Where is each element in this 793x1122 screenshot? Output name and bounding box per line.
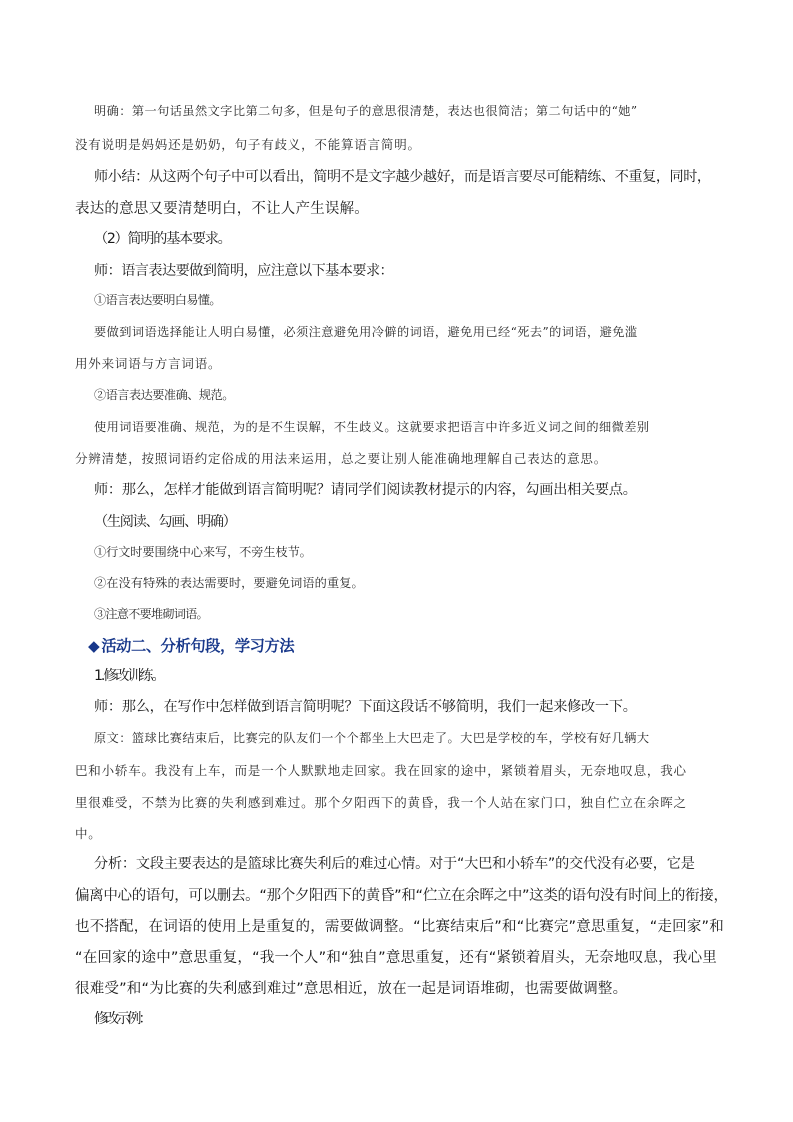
paragraph-line: 里很难受，不禁为比赛的失利感到难过。那个夕阳西下的黄昏，我一个人站在家门口，独自伫立在余晖之 <box>75 795 687 810</box>
paragraph-line: （2）简明的基本要求。 <box>94 231 231 247</box>
paragraph-line: 要做到词语选择能让人明白易懂，必须注意避免用冷僻的词语，避免用已经“死去”的词语，避免滥 <box>94 325 638 339</box>
paragraph-line: （生阅读、勾画、明确） <box>94 514 236 530</box>
paragraph-line: 1.修改训练。 <box>94 668 164 684</box>
paragraph-line: 表达的意思又要清楚明白，不让人产生误解。 <box>75 201 369 217</box>
paragraph-line: 中。 <box>75 826 102 841</box>
paragraph-line: 使用词语要准确、规范，为的是不生误解，不生歧义。这就要求把语言中许多近义词之间的细微差别 <box>94 420 650 434</box>
paragraph-line: 巴和小轿车。我没有上车，而是一个人默默地走回家。我在回家的途中，紧锁着眉头，无奈地叹息，我心 <box>75 763 687 778</box>
diamond-bullet-icon: ◆ <box>88 637 100 655</box>
paragraph-line: 明确：第一句话虽然文字比第二句多，但是句子的意思很清楚，表达也很简洁；第二句话中的“她” <box>94 104 638 118</box>
paragraph-line: ①语言表达要明白易懂。 <box>94 293 221 307</box>
paragraph-line: ②语言表达要准确、规范。 <box>94 388 234 402</box>
paragraph-line: 没有说明是妈妈还是奶奶，句子有歧义，不能算语言简明。 <box>75 137 421 152</box>
paragraph-line: 分析：文段主要表达的是篮球比赛失利后的难过心情。对于“大巴和小轿车”的交代没有必要，它是 <box>94 856 695 872</box>
paragraph-line: ①行文时要围绕中心来写，不旁生枝节。 <box>94 545 312 559</box>
section-heading <box>88 634 738 656</box>
paragraph-line: ③注意不要堆砌词语。 <box>94 607 208 621</box>
paragraph-line: 师：那么，在写作中怎样做到语言简明呢？下面这段话不够简明，我们一起来修改一下。 <box>94 699 637 715</box>
paragraph-line: 师：那么，怎样才能做到语言简明呢？请同学们阅读教材提示的内容，勾画出相关要点。 <box>94 482 637 498</box>
paragraph-line: ②在没有特殊的表达需要时，要避免词语的重复。 <box>94 576 364 590</box>
paragraph-line: 师小结：从这两个句子中可以看出，简明不是文字越少越好，而是语言要尽可能精练、不重复，同时， <box>94 169 711 185</box>
paragraph-line: 很难受”和“为比赛的失利感到难过”意思相近，放在一起是词语堆砌，也需要做调整。 <box>75 981 628 997</box>
paragraph-line: “在回家的途中”意思重复，“我一个人”和“独自”意思重复，还有“紧锁着眉头，无奈地叹息，我心里 <box>75 950 717 966</box>
paragraph-line: 师：语言表达要做到简明，应注意以下基本要求： <box>94 263 394 279</box>
paragraph-line: 也不搭配，在词语的使用上是重复的，需要做调整。“比赛结束后”和“比赛完”意思重复，“走回家”和 <box>75 919 724 935</box>
paragraph-line: 分辨清楚，按照词语约定俗成的用法来运用，总之要让别人能准确地理解自己表达的意思。 <box>75 451 608 466</box>
paragraph-line: 用外来词语与方言词语。 <box>75 356 222 371</box>
paragraph-line: 原文：篮球比赛结束后，比赛完的队友们一个个都坐上大巴走了。大巴是学校的车，学校有好几辆大 <box>94 731 650 745</box>
paragraph-line: 偏离中心的语句，可以删去。“那个夕阳西下的黄昏”和“伫立在余晖之中”这类的语句没有时间上的衔接， <box>75 888 728 904</box>
paragraph-line: 修改示例： <box>94 1011 150 1027</box>
section-heading-text: 活动二、分析句段，学习方法 <box>101 637 295 655</box>
